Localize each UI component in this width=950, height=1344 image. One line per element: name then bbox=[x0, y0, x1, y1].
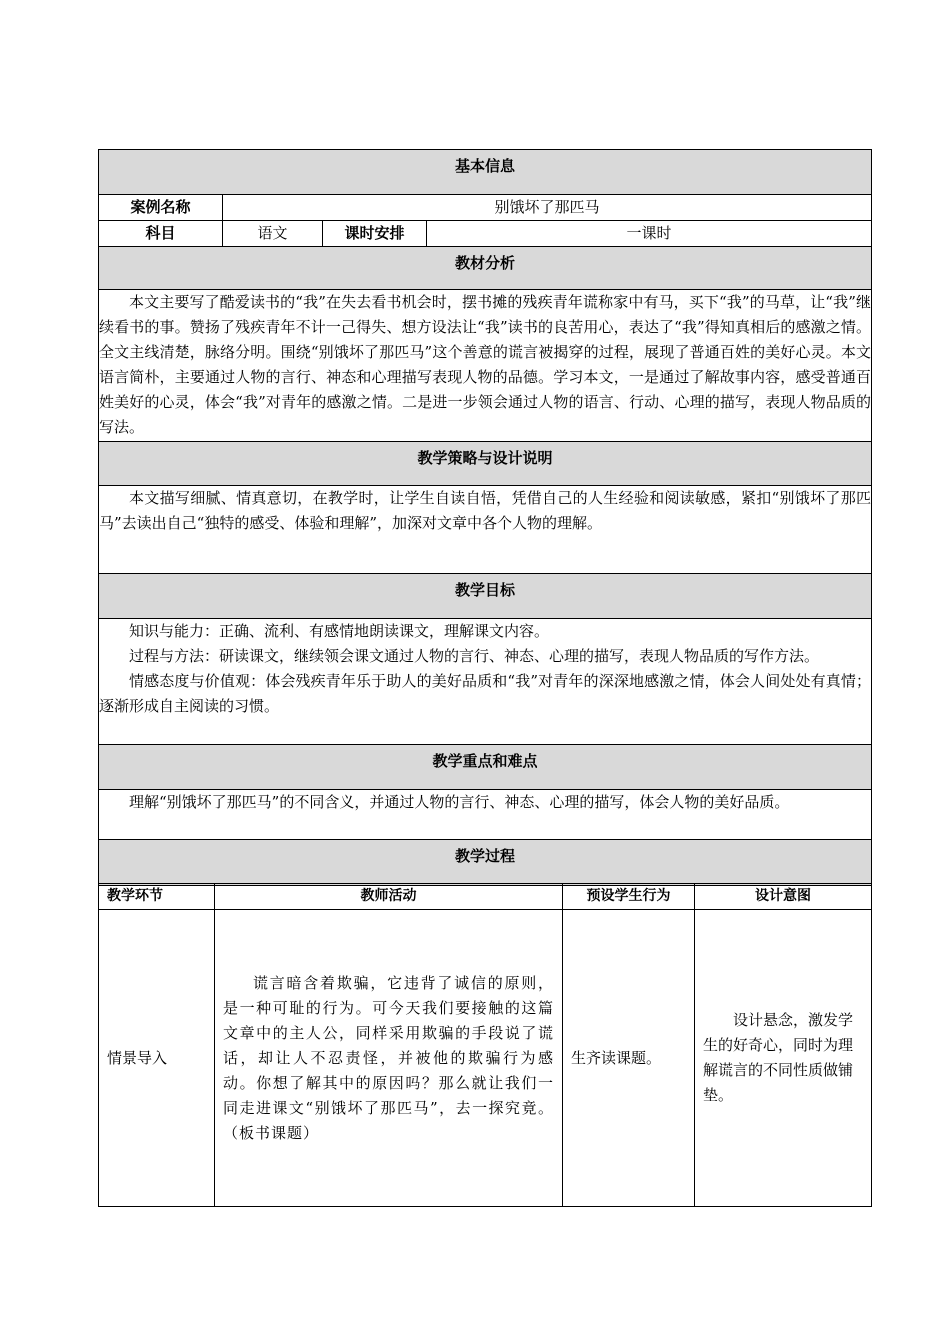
design-intent-cell: 设计悬念，激发学生的好奇心，同时为理解谎言的不同性质做铺垫。 bbox=[695, 910, 872, 1207]
strategy-header: 教学策略与设计说明 bbox=[99, 442, 872, 486]
column-design-intent: 设计意图 bbox=[695, 884, 872, 910]
case-name-label: 案例名称 bbox=[99, 195, 223, 221]
teacher-activity-cell: 谎言暗含着欺骗，它违背了诚信的原则，是一种可耻的行为。可今天我们要接触的这篇文章中的主人公，同样采用欺骗的手段说了谎话，却让人不忍责怪，并被他的欺骗行为感动。你想了解其中的原因吗？那么就让我们一同走进课文“别饿坏了那匹马”，去一探究竟。（板书课题） bbox=[215, 910, 563, 1207]
material-analysis-header: 教材分析 bbox=[99, 247, 872, 290]
basic-info-header: 基本信息 bbox=[99, 150, 872, 195]
column-teacher-activity: 教师活动 bbox=[215, 884, 563, 910]
subject-label: 科目 bbox=[99, 221, 223, 247]
process-header: 教学过程 bbox=[99, 840, 872, 886]
process-table bbox=[98, 883, 872, 1207]
goal-process: 过程与方法：研读课文，继续领会课文通过人物的言行、神态、心理的描写，表现人物品质的写作方法。 bbox=[129, 647, 820, 665]
teaching-goals-text bbox=[99, 619, 872, 745]
key-points-header: 教学重点和难点 bbox=[99, 745, 872, 790]
class-hours-label: 课时安排 bbox=[323, 221, 427, 247]
teaching-goals-header: 教学目标 bbox=[99, 574, 872, 619]
column-stage: 教学环节 bbox=[99, 884, 215, 910]
key-points-text: 理解“别饿坏了那匹马”的不同含义，并通过人物的言行、神态、心理的描写，体会人物的美好品质。 bbox=[99, 790, 872, 840]
class-hours-value: 一课时 bbox=[427, 221, 872, 247]
subject-value: 语文 bbox=[223, 221, 323, 247]
strategy-text: 本文描写细腻、情真意切，在教学时，让学生自读自悟，凭借自己的人生经验和阅读敏感，紧扣“别饿坏了那匹马”去读出自己“独特的感受、体验和理解”，加深对文章中各个人物的理解。 bbox=[99, 486, 872, 574]
column-student-behavior: 预设学生行为 bbox=[563, 884, 695, 910]
case-name-value: 别饿坏了那匹马 bbox=[223, 195, 872, 221]
lesson-plan-table bbox=[98, 149, 872, 886]
stage-cell: 情景导入 bbox=[99, 910, 215, 1207]
goal-emotion: 情感态度与价值观：体会残疾青年乐于助人的美好品质和“我”对青年的深深地感激之情，体会人间处处有真情；逐渐形成自主阅读的习惯。 bbox=[99, 672, 872, 715]
goal-knowledge: 知识与能力：正确、流利、有感情地朗读课文，理解课文内容。 bbox=[129, 622, 550, 640]
material-analysis-text: 本文主要写了酷爱读书的“我”在失去看书机会时，摆书摊的残疾青年谎称家中有马，买下“我”的马草，让“我”继续看书的事。赞扬了残疾青年不计一己得失、想方设法让“我”读书的良苦用心，表达了“我”得知真相后的感激之情。全文主线清楚，脉络分明。围绕“别饿坏了那匹马”这个善意的谎言被揭穿的过程，展现了普通百姓的美好心灵。本文语言简朴，主要通过人物的言行、神态和心理描写表现人物的品德。学习本文，一是通过了解故事内容，感受普通百姓美好的心灵，体会“我”对青年的感激之情。二是进一步领会通过人物的语言、行动、心理的描写，表现人物品质的写法。 bbox=[99, 290, 872, 442]
table-row bbox=[99, 910, 872, 1207]
student-behavior-cell: 生齐读课题。 bbox=[563, 910, 695, 1207]
